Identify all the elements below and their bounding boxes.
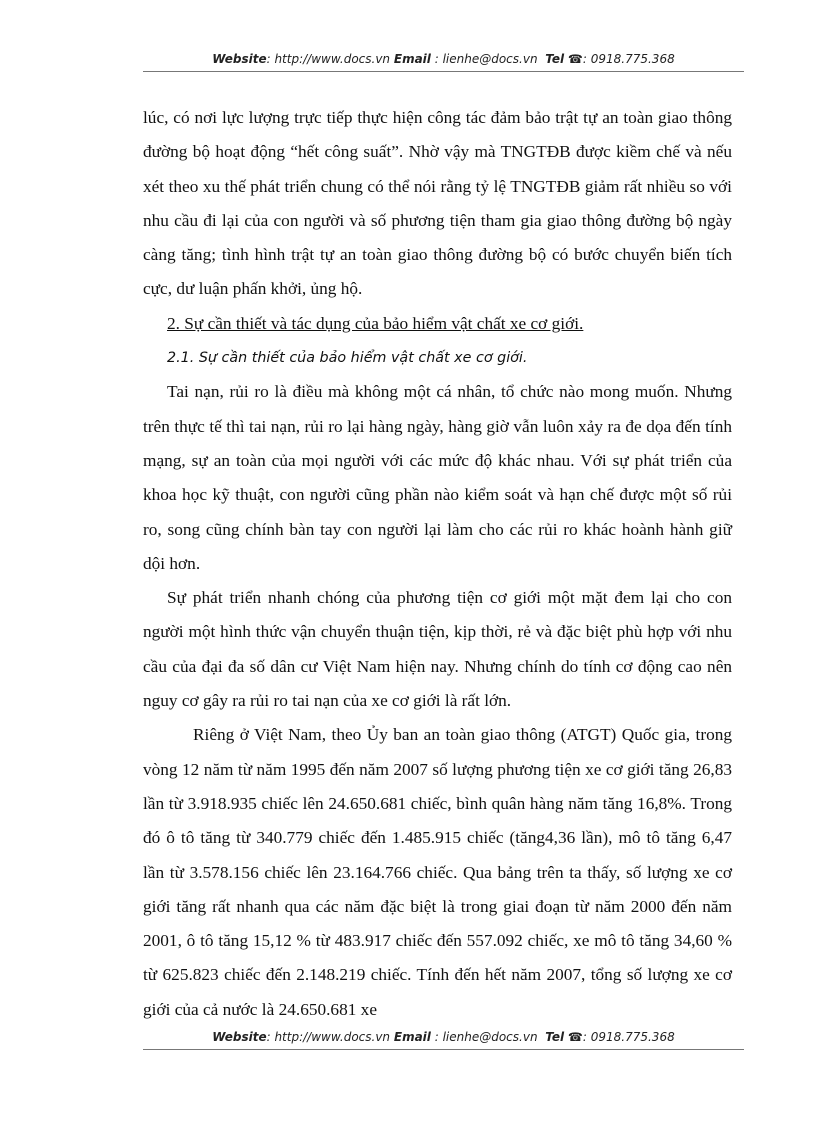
header-rule	[143, 71, 744, 72]
section-heading-text: 2. Sự cần thiết và tác dụng của bảo hiểm vật chất xe cơ giới.	[167, 313, 584, 333]
document-body	[143, 101, 732, 1027]
phone-icon: ☎	[567, 52, 583, 66]
page-footer	[143, 1030, 744, 1044]
paragraph-statistics: Riêng ở Việt Nam, theo Ủy ban an toàn giao thông (ATGT) Quốc gia, trong vòng 12 năm từ năm 1995 đến năm 2007 số lượng phương tiện xe cơ giới tăng 26,83 lần từ 3.918.935 chiếc lên 24.650.681 chiếc, bình quân hàng năm tăng 16,8%. Trong đó ô tô tăng từ 340.779 chiếc đến 1.485.915 chiếc (tăng4,36 lần), mô tô tăng 6,47 lần từ 3.578.156 chiếc lên 23.164.766 chiếc. Qua bảng trên ta thấy, số lượng xe cơ giới tăng rất nhanh qua các năm đặc biệt là trong giai đoạn từ năm 2000 đến năm 2001, ô tô tăng 15,12 % từ 483.917 chiếc đến 557.092 chiếc, xe mô tô tăng 34,60 % từ 625.823 chiếc đến 2.148.219 chiếc. Tính đến hết năm 2007, tổng số lượng xe cơ giới của cả nước là 24.650.681 xe	[143, 725, 732, 1019]
website-label: Website	[212, 52, 267, 66]
paragraph-continuation: lúc, có nơi lực lượng trực tiếp thực hiện công tác đảm bảo trật tự an toàn giao thông đường bộ hoạt động “hết công suất”. Nhờ vậy mà TNGTĐB được kiềm chế và nếu xét theo xu thế phát triển chung có thể nói rằng tỷ lệ TNGTĐB giảm rất nhiều so với nhu cầu đi lại của con người và số phương tiện tham gia giao thông đường bộ ngày càng tăng; tình hình trật tự an toàn giao thông đường bộ có bước chuyển biến tích cực, dư luận phấn khởi, ủng hộ.	[143, 108, 732, 299]
footer-tel-label: Tel	[545, 1030, 565, 1044]
tel-label: Tel	[545, 52, 565, 66]
footer-email-value[interactable]: : lienhe@docs.vn	[430, 1030, 538, 1044]
footer-tel-value: : 0918.775.368	[582, 1030, 675, 1044]
footer-email-label: Email	[393, 1030, 431, 1044]
page-header	[143, 52, 744, 66]
section-heading	[143, 307, 732, 341]
email-label: Email	[393, 52, 431, 66]
paragraph-risk: Tai nạn, rủi ro là điều mà không một cá nhân, tổ chức nào mong muốn. Nhưng trên thực tế thì tai nạn, rủi ro lại hàng ngày, hàng giờ vẫn luôn xảy ra đe dọa đến tính mạng, sự an toàn của mọi người với các mức độ khác nhau. Với sự phát triển của khoa học kỹ thuật, con người cũng phần nào kiểm soát và hạn chế được một số rủi ro, song cũng chính bàn tay con người lại làm cho các rủi ro khác hoành hành giữ dội hơn.	[143, 382, 732, 573]
footer-website-url[interactable]: : http://www.docs.vn	[266, 1030, 391, 1044]
footer-phone-icon: ☎	[567, 1030, 583, 1044]
website-url[interactable]: : http://www.docs.vn	[266, 52, 391, 66]
email-value[interactable]: : lienhe@docs.vn	[430, 52, 538, 66]
subsection-heading: 2.1. Sự cần thiết của bảo hiểm vật chất xe cơ giới.	[167, 350, 528, 367]
tel-value: : 0918.775.368	[582, 52, 675, 66]
paragraph-vehicle-development: Sự phát triển nhanh chóng của phương tiện cơ giới một mặt đem lại cho con người một hình thức vận chuyển thuận tiện, kịp thời, rẻ và đặc biệt phù hợp với nhu cầu của đại đa số dân cư Việt Nam hiện nay. Nhưng chính do tính cơ động cao nên nguy cơ gây ra rủi ro tai nạn của xe cơ giới là rất lớn.	[143, 588, 732, 711]
footer-website-label: Website	[212, 1030, 267, 1044]
footer-rule	[143, 1049, 744, 1050]
